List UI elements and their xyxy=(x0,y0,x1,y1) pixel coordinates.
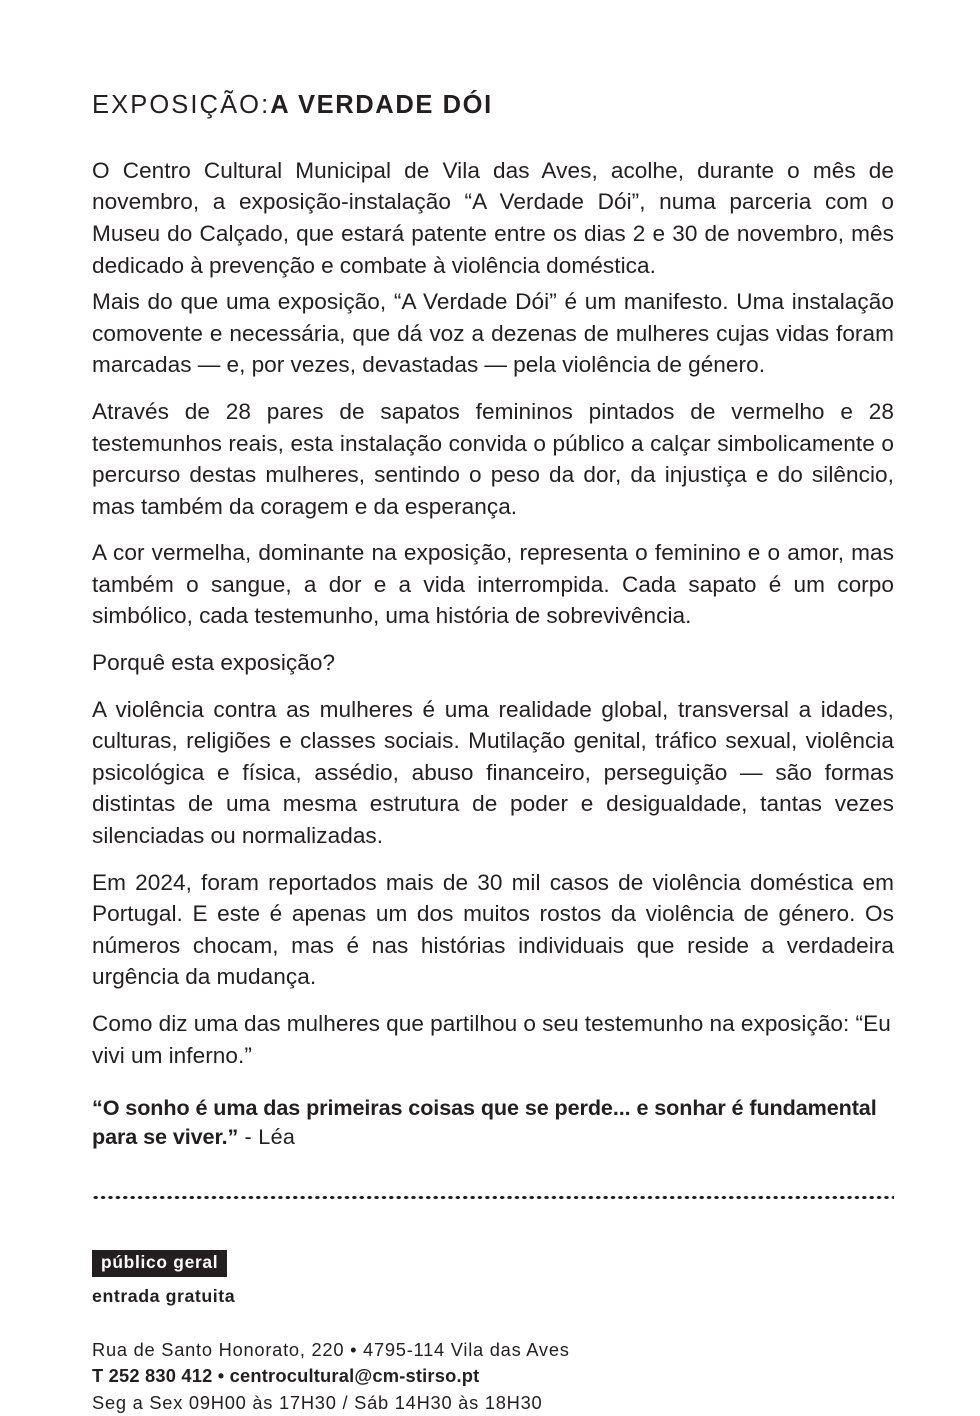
contact-address: Rua de Santo Honorato, 220 • 4795-114 Vila das Aves xyxy=(92,1338,570,1360)
entry-fee-label: entrada gratuita xyxy=(92,1285,236,1306)
paragraph-red-color: A cor vermelha, dominante na exposição, representa o feminino e o amor, mas também o sangue, a dor e a vida interrompida. Cada sapato é um corpo simbólico, cada testemunho, uma história de sobrevivência. xyxy=(92,540,894,629)
title-label: EXPOSIÇÃO: xyxy=(92,91,271,119)
content-column xyxy=(92,0,894,1416)
contact-phone-email: T 252 830 412 • centrocultural@cm-stirso.pt xyxy=(92,1365,480,1387)
paragraph-shoes: Através de 28 pares de sapatos femininos pintados de vermelho e 28 testemunhos reais, esta instalação convida o público a calçar simbolicamente o percurso destas mulheres, sentindo o peso da dor, da injustiça e do silêncio, mas também da coragem e da esperança. xyxy=(92,398,894,519)
paragraph-manifesto: Mais do que uma exposição, “A Verdade Dói” é um manifesto. Uma instalação comovente e necessária, que dá voz a dezenas de mulheres cujas vidas foram marcadas — e, por vezes, devastadas — pela violência de género. xyxy=(92,289,894,378)
page-title xyxy=(92,92,894,119)
contact-opening-hours: Seg a Sex 09H00 às 17H30 / Sáb 14H30 às 18H30 xyxy=(92,1391,543,1413)
paragraph-intro: O Centro Cultural Municipal de Vila das Aves, acolhe, durante o mês de novembro, a exposição-instalação “A Verdade Dói”, numa parceria com o Museu do Calçado, que estará patente entre os dias 2 e 30 de novembro, mês dedicado à prevenção e combate à violência doméstica. xyxy=(92,157,894,278)
paragraph-question: Porquê esta exposição? xyxy=(92,650,336,676)
dotted-divider xyxy=(92,1195,894,1200)
contact-block xyxy=(92,1337,894,1416)
pull-quote xyxy=(92,1093,894,1151)
paragraph-testimony-intro: Como diz uma das mulheres que partilhou o seu testemunho na exposição: “Eu vivi um inferno.” xyxy=(92,1011,891,1068)
audience-block xyxy=(92,1250,894,1306)
pull-quote-attribution: - Léa xyxy=(238,1124,296,1150)
paragraph-violence-forms: A violência contra as mulheres é uma realidade global, transversal a idades, culturas, religiões e classes sociais. Mutilação genital, tráfico sexual, violência psicológica e física, assédio, abuso financeiro, perseguição — são formas distintas de uma mesma estrutura de poder e desigualdade, tantas vezes silenciadas ou normalizadas. xyxy=(92,696,894,849)
title-exhibition-name: A VERDADE DÓI xyxy=(270,91,493,119)
paragraph-statistics: Em 2024, foram reportados mais de 30 mil casos de violência doméstica em Portugal. E este é apenas um dos muitos rostos da violência de género. Os números chocam, mas é nas histórias individuais que reside a verdadeira urgência da mudança. xyxy=(92,869,894,990)
pull-quote-text: “O sonho é uma das primeiras coisas que se perde... e sonhar é fundamental para se viver.” xyxy=(92,1095,877,1150)
status-badge-audience: público geral xyxy=(92,1250,227,1276)
